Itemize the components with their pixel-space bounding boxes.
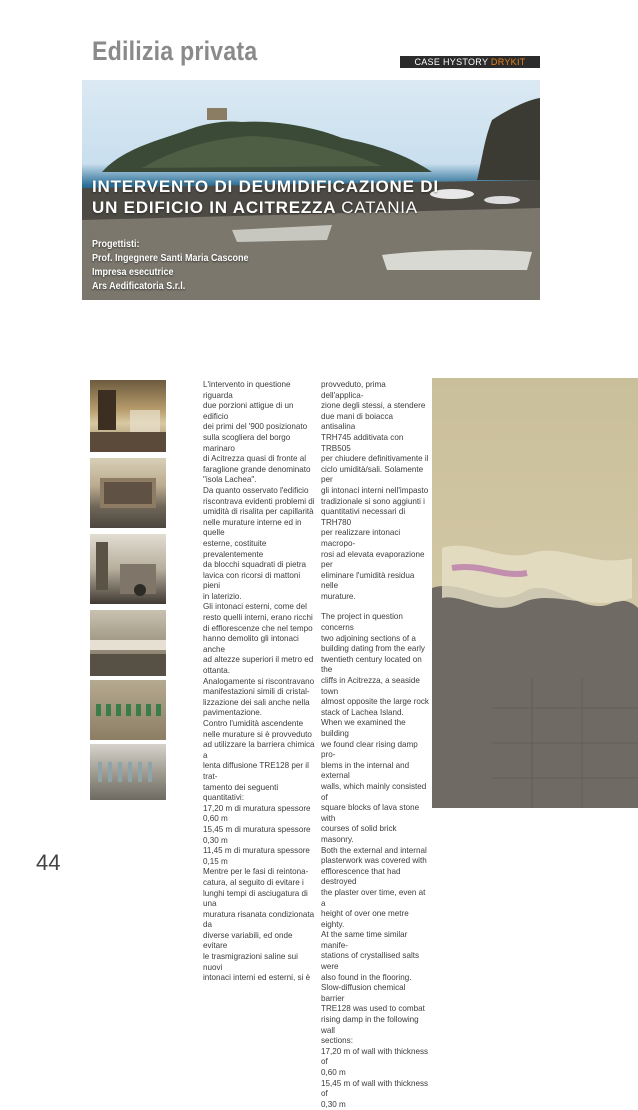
heading-line-1: INTERVENTO DI DEUMIDIFICAZIONE DI [92,177,439,196]
credits-contractor-label: Impresa esecutrice [92,267,174,278]
article-body-english: The project in question concerns two adjoining sections of a building dating from the early twentieth century located on the cliffs in Acitrezza, a seaside town almost opposite the large rock stack of Lachea Island. When we examined the building we found clear rising damp pro- blems in the internal and external walls, which mainly consisted of square blocks of lava stone with courses of solid brick masonry. Both the external and internal plasterwork was covered with efflorescence that had destroyed the plaster over time, even at a height of over one metre eighty. At the same time similar manife- stations of crystallised salts were also found in the flooring. Slow-diffusion chemical barrier TRE128 was used to combat rising damp in the following wall sections: 17,20 m of wall with thickness of 0,60 m 15,45 m of wall with thickness of 0,30 m [321,612,429,1109]
article-body-italian-part2: provveduto, prima dell'applica- zione degli stessi, a stendere due mani di boiacca antisalina TRH745 additivata con TRB505 per chiudere definitivamente il ciclo umidità/sali. Solamente per gli intonaci interni nell'impasto tradizionale si sono aggiunti i quantitativi necessari di TRH780 per realizzare intonaci macropo- rosi ad elevata evaporazione per eliminare l'umidità residua nelle murature. [321,380,429,601]
project-credits [92,238,266,294]
damp-wall-photo [90,744,166,800]
stone-wall-photo [90,458,166,528]
interior-floor-photo [90,534,166,604]
case-history-badge [400,56,540,68]
credits-designers-label: Progettisti: [92,239,140,250]
article-column-left [203,380,315,984]
badge-label: CASE HYSTORY [414,57,489,67]
heading-line-2-bold: UN EDIFICIO IN ACITREZZA [92,198,336,217]
hero-photo [82,80,540,300]
barrier-injection-photo [90,680,166,740]
room-wall-photo [90,380,166,452]
page-number: 44 [36,850,61,875]
heading-line-2 [92,197,439,218]
article-column-right [321,380,429,1110]
credits-designer-name: Prof. Ingegnere Santi Maria Cascone [92,253,249,264]
article-body-italian-part1: L'intervento in questione riguarda due porzioni attigue di un edificio dei primi del '900 posizionato sulla scogliera del borgo marinaro di Acitrezza quasi di fronte al faraglione grande denominato "isola Lachea". Da quanto osservato l'edificio riscontrava evidenti problemi di umidità di risalita per capillarità nelle murature interne ed in quelle esterne, costituite prevalentemente da blocchi squadrati di pietra lavica con ricorsi di mattoni pieni in laterizio. Gli intonaci esterni, come del resto quelli interni, erano ricchi di efflorescenze che nel tempo hanno demolito gli intonaci anche ad altezze superiori il metro ed ottanta. Analogamente si riscontravano manifestazioni simili di cristal- lizzazione dei sali anche nella pavimentazione. Contro l'umidità ascendente nelle murature si è provveduto ad utilizzare la barriera chimica a lenta diffusione TRE128 per il trat- tamento dei seguenti quantitativi: 17,20 m di muratura spessore 0,60 m 15,45 m di muratura spessore 0,30 m 11,45 m di muratura spessore 0,15 m Mentre per le fasi di reintona- catura, al seguito di evitare i lunghi tempi di asciugatura di una muratura risanata condizionata da diverse variabili, ed onde evitare le trasmigrazioni saline sui nuovi intonaci interni ed esterni, si è [203,380,315,983]
wall-treatment-photo [90,610,166,676]
badge-accent-label: DRYKIT [490,57,526,67]
heading-location: CATANIA [341,198,418,217]
credits-contractor-name: Ars Aedificatoria S.r.l. [92,281,186,292]
section-title: Edilizia privata [92,36,258,66]
article-heading [92,176,439,218]
damaged-wall-photo [432,378,638,808]
